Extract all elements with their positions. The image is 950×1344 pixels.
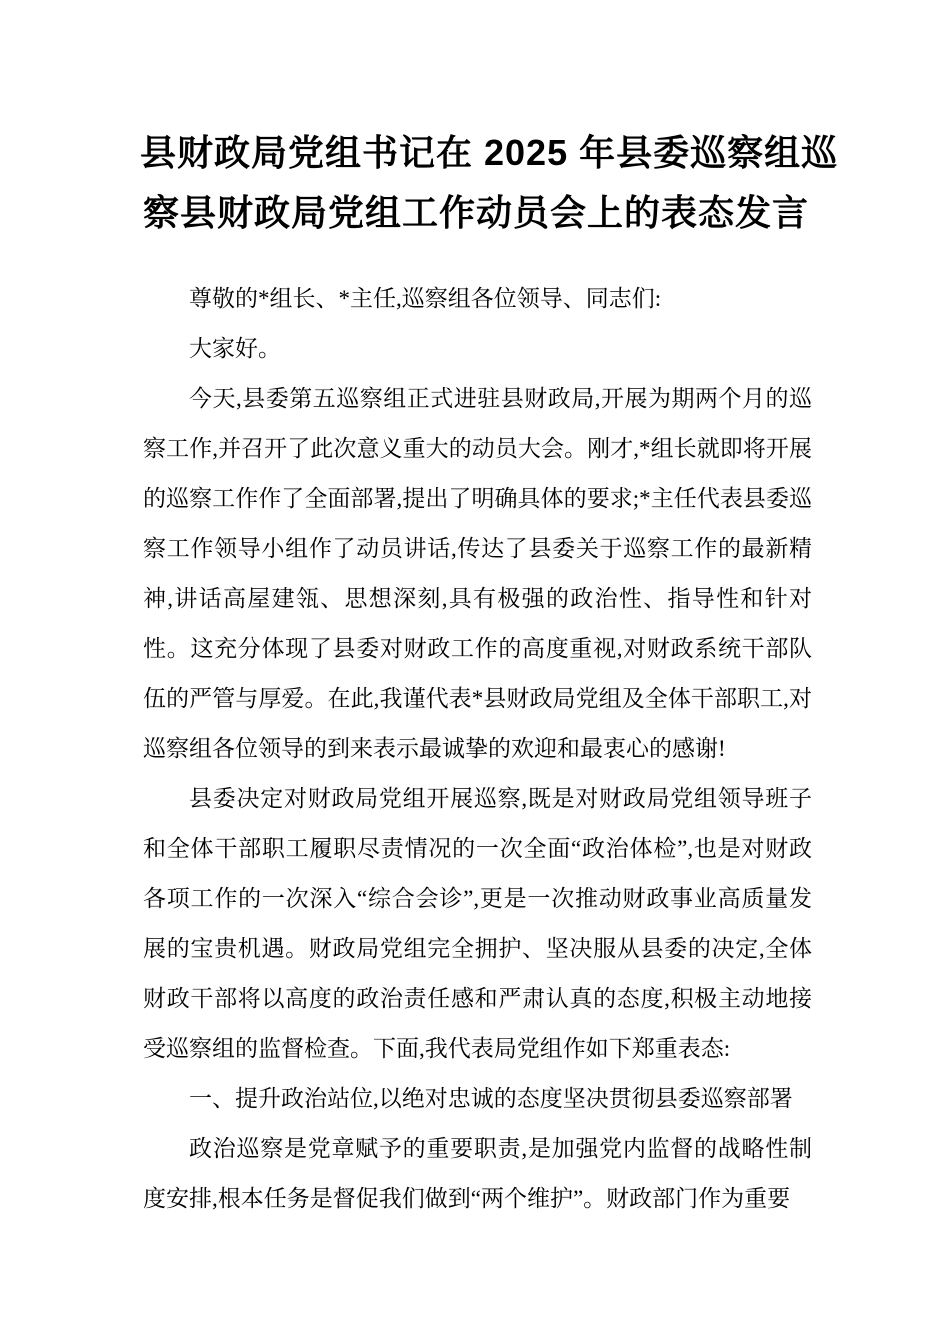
significance-paragraph: 县委决定对财政局党组开展巡察,既是对财政局党组领导班子和全体干部职工履职尽责情况的一次全面“政治体检”,也是对财政各项工作的一次深入“综合会诊”,更是一次推动财政事业高质量发展的宝贵机遇。财政局党组完全拥护、坚决服从县委的决定,全体财政干部将以高度的政治责任感和严肃认真的态度,积极主动地接受巡察组的监督检查。下面,我代表局党组作如下郑重表态: (143, 786, 812, 1061)
document-title-line-2: 察县财政局党组工作动员会上的表态发言 (142, 192, 809, 233)
document-body (143, 274, 812, 1224)
salutation-paragraph: 尊敬的*组长、*主任,巡察组各位领导、同志们: (189, 286, 662, 311)
section-1-heading: 一、提升政治站位,以绝对忠诚的态度坚决贯彻县委巡察部署 (189, 1086, 793, 1111)
document-title-line-1: 县财政局党组书记在 2025 年县委巡察组巡 (140, 132, 839, 173)
section-1-paragraph: 政治巡察是党章赋予的重要职责,是加强党内监督的战略性制度安排,根本任务是督促我们做到“两个维护”。财政部门作为重要 (143, 1136, 812, 1211)
opening-paragraph: 今天,县委第五巡察组正式进驻县财政局,开展为期两个月的巡察工作,并召开了此次意义重大的动员大会。刚才,*组长就即将开展的巡察工作作了全面部署,提出了明确具体的要求;*主任代表县委巡察工作领导小组作了动员讲话,传达了县委关于巡察工作的最新精神,讲话高屋建瓴、思想深刻,具有极强的政治性、指导性和针对性。这充分体现了县委对财政工作的高度重视,对财政系统干部队伍的严管与厚爱。在此,我谨代表*县财政局党组及全体干部职工,对巡察组各位领导的到来表示最诚挚的欢迎和最衷心的感谢! (143, 386, 813, 761)
greeting-paragraph: 大家好。 (189, 336, 281, 361)
document-title (140, 123, 839, 243)
